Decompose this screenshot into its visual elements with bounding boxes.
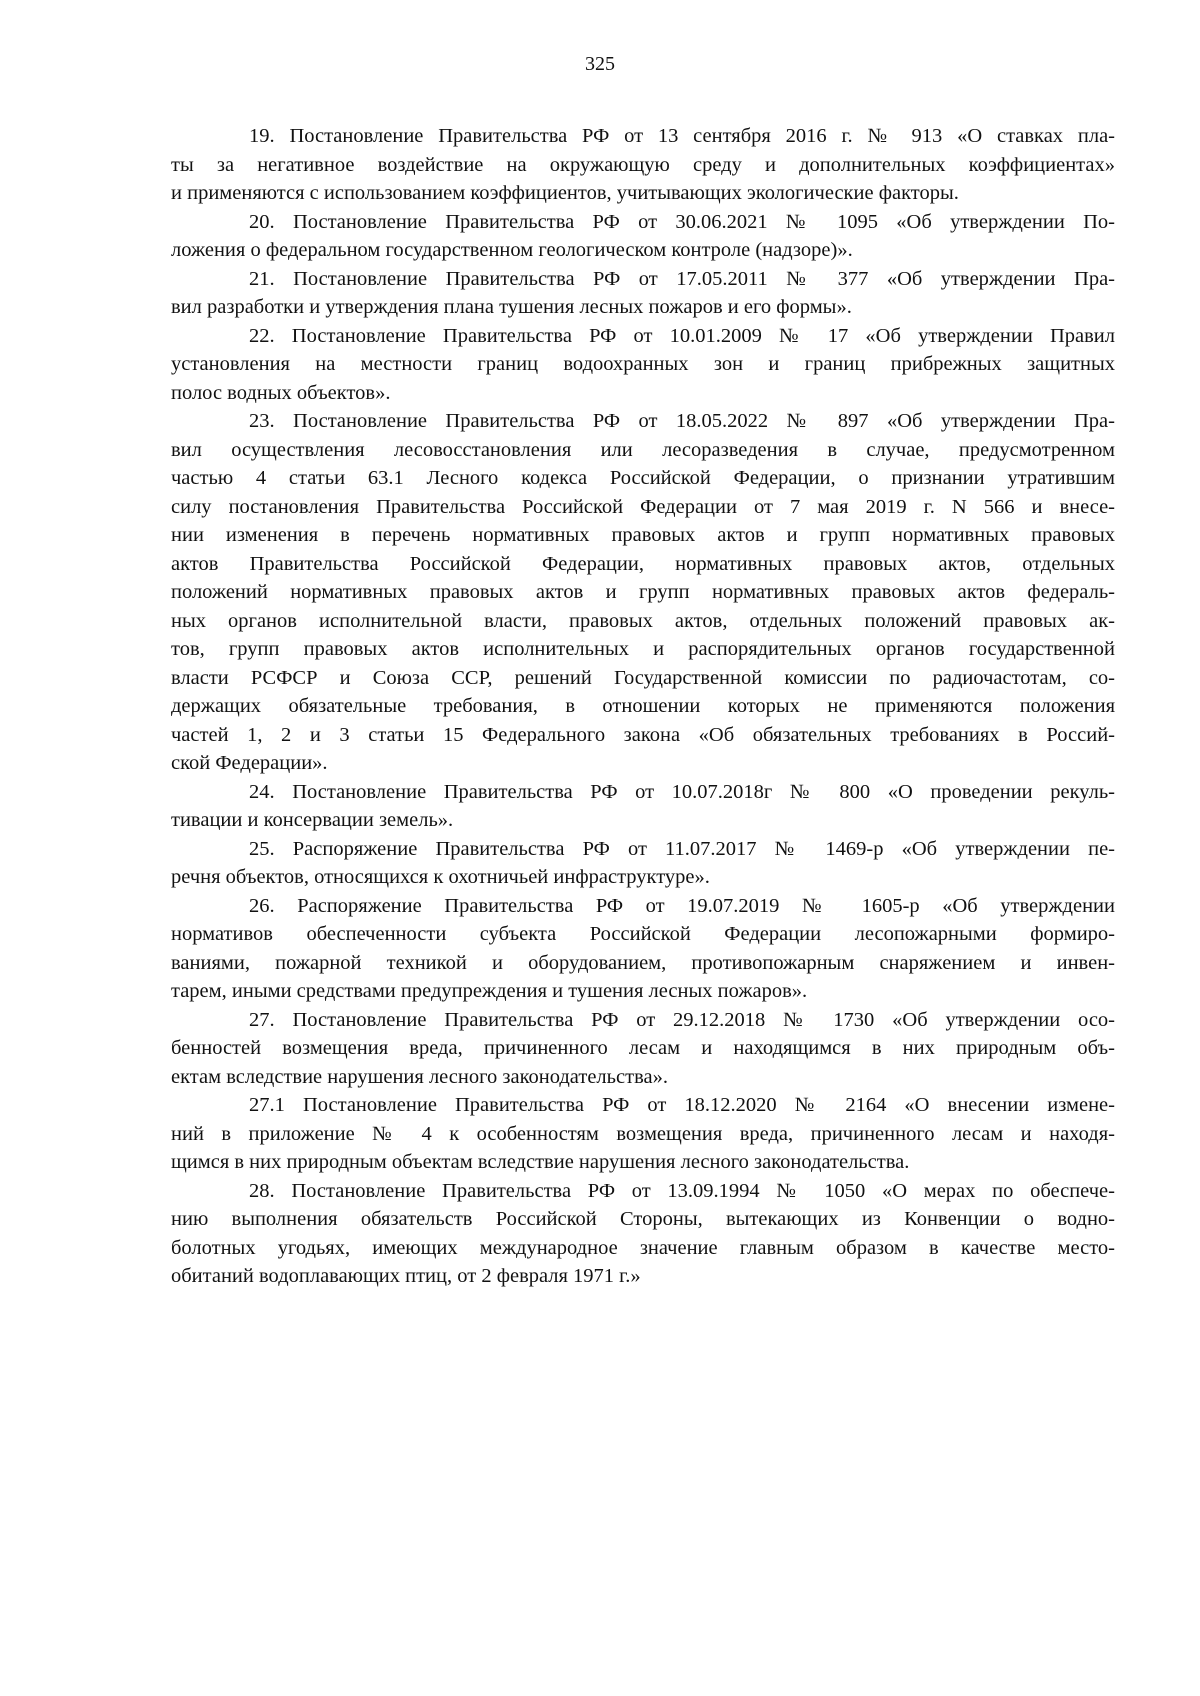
list-item-line: 27. Постановление Правительства РФ от 29.12.2018 № 1730 «Об утверждении осо-: [249, 1008, 1115, 1031]
list-item-line: вил разработки и утверждения плана тушения лесных пожаров и его формы».: [171, 296, 852, 318]
list-item-line: нормативов обеспеченности субъекта Российской Федерации лесопожарными формиро-: [171, 923, 1115, 945]
list-item: [171, 208, 1115, 265]
list-item: [171, 122, 1115, 208]
list-item: [171, 322, 1115, 408]
list-item-line: нию выполнения обязательств Российской Стороны, вытекающих из Конвенции о водно-: [171, 1208, 1115, 1230]
list-item: [171, 1091, 1115, 1177]
list-item-line: нии изменения в перечень нормативных правовых актов и групп нормативных правовых: [171, 524, 1115, 546]
regulations-list: [171, 122, 1115, 1291]
list-item-line: ектам вследствие нарушения лесного законодательства».: [171, 1065, 668, 1088]
list-item-line: 26. Распоряжение Правительства РФ от 19.07.2019 № 1605-р «Об утверждении: [249, 894, 1115, 917]
list-item-line: власти РСФСР и Союза ССР, решений Государственной комиссии по радиочастотам, со-: [171, 666, 1115, 689]
list-item-line: тов, групп правовых актов исполнительных и распорядительных органов государственной: [171, 638, 1115, 660]
list-item-line: полос водных объектов».: [171, 381, 391, 404]
list-item-line: ложения о федеральном государственном геологическом контроле (надзоре)».: [171, 239, 853, 261]
list-item-line: 23. Постановление Правительства РФ от 18.05.2022 № 897 «Об утверждении Пра-: [249, 410, 1115, 432]
list-item-line: 21. Постановление Правительства РФ от 17.05.2011 № 377 «Об утверждении Пра-: [249, 267, 1115, 290]
list-item-line: 28. Постановление Правительства РФ от 13.09.1994 № 1050 «О мерах по обеспече-: [249, 1179, 1115, 1202]
list-item-line: вил осуществления лесовосстановления или лесоразведения в случае, предусмотренном: [171, 438, 1115, 461]
list-item-line: ных органов исполнительной власти, правовых актов, отдельных положений правовых ак-: [171, 609, 1115, 632]
list-item-line: и применяются с использованием коэффициентов, учитывающих экологические факторы.: [171, 182, 959, 204]
list-item: [171, 835, 1115, 892]
list-item-line: ний в приложение № 4 к особенностям возмещения вреда, причиненного лесам и находя-: [171, 1122, 1115, 1145]
list-item: [171, 892, 1115, 1006]
page-number: 325: [585, 53, 615, 75]
list-item: [171, 265, 1115, 322]
list-item-line: обитаний водоплавающих птиц, от 2 февраля 1971 г.»: [171, 1265, 641, 1287]
list-item-line: актов Правительства Российской Федерации, нормативных правовых актов, отдельных: [171, 552, 1115, 575]
list-item: [171, 778, 1115, 835]
list-item-line: силу постановления Правительства Российской Федерации от 7 мая 2019 г. N 566 и внесе-: [171, 495, 1115, 518]
list-item-line: болотных угодьях, имеющих международное значение главным образом в качестве место-: [171, 1236, 1115, 1259]
list-item-line: тарем, иными средствами предупреждения и тушения лесных пожаров».: [171, 980, 808, 1002]
list-item: [171, 1006, 1115, 1092]
list-item: [171, 407, 1115, 778]
list-item-line: держащих обязательные требования, в отношении которых не применяются положения: [171, 695, 1115, 717]
list-item-line: 24. Постановление Правительства РФ от 10.07.2018г № 800 «О проведении рекуль-: [249, 780, 1115, 803]
list-item-line: положений нормативных правовых актов и групп нормативных правовых актов федераль-: [171, 581, 1115, 603]
list-item-line: щимся в них природным объектам вследствие нарушения лесного законодательства.: [171, 1151, 910, 1173]
list-item-line: ты за негативное воздействие на окружающую среду и дополнительных коэффициентах»: [171, 153, 1115, 176]
list-item-line: 22. Постановление Правительства РФ от 10.01.2009 № 17 «Об утверждении Правил: [249, 324, 1115, 347]
list-item: [171, 1177, 1115, 1291]
list-item-line: бенностей возмещения вреда, причиненного лесам и находящимся в них природным объ-: [171, 1037, 1115, 1059]
list-item-line: 25. Распоряжение Правительства РФ от 11.07.2017 № 1469-р «Об утверждении пе-: [249, 837, 1115, 860]
list-item-line: 19. Постановление Правительства РФ от 13 сентября 2016 г. № 913 «О ставках пла-: [249, 125, 1115, 147]
list-item-line: частей 1, 2 и 3 статьи 15 Федерального закона «Об обязательных требованиях в Россий-: [171, 723, 1115, 746]
list-item-line: 20. Постановление Правительства РФ от 30.06.2021 № 1095 «Об утверждении По-: [249, 210, 1115, 233]
list-item-line: речня объектов, относящихся к охотничьей инфраструктуре».: [171, 866, 710, 888]
list-item-line: 27.1 Постановление Правительства РФ от 18.12.2020 № 2164 «О внесении измене-: [249, 1094, 1115, 1116]
list-item-line: установления на местности границ водоохранных зон и границ прибрежных защитных: [171, 353, 1115, 375]
list-item-line: ваниями, пожарной техникой и оборудованием, противопожарным снаряжением и инвен-: [171, 951, 1115, 974]
list-item-line: частью 4 статьи 63.1 Лесного кодекса Российской Федерации, о признании утратившим: [171, 467, 1115, 489]
list-item-line: ской Федерации».: [171, 752, 328, 774]
list-item-line: тивации и консервации земель».: [171, 809, 454, 831]
